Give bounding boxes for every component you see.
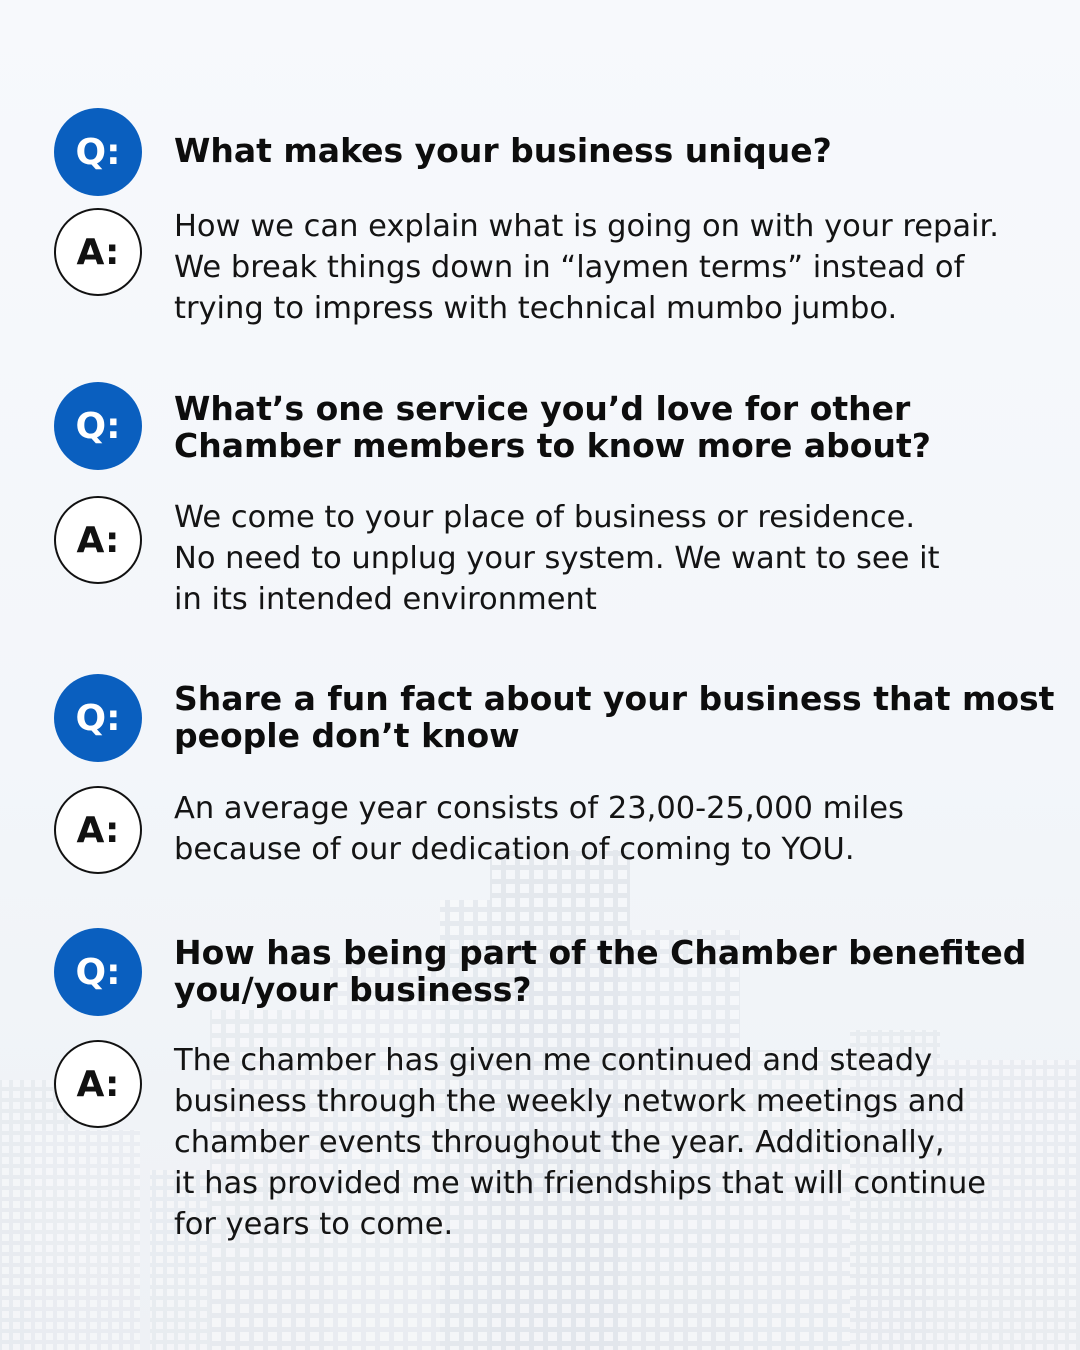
answer-badge: A: <box>54 786 142 874</box>
answer-line: We come to your place of business or residence. <box>174 500 916 535</box>
answer-line: business through the weekly network meetings and <box>174 1084 966 1119</box>
question-text <box>174 132 1034 169</box>
answer-line: because of our dedication of coming to YOU. <box>174 832 855 867</box>
answer-line: The chamber has given me continued and steady <box>174 1043 933 1078</box>
question-badge: Q: <box>54 108 142 196</box>
question-badge: Q: <box>54 928 142 1016</box>
answer-line: How we can explain what is going on with your repair. <box>174 209 999 244</box>
answer-line: it has provided me with friendships that will continue <box>174 1166 987 1201</box>
question-badge: Q: <box>54 382 142 470</box>
question-line: Share a fun fact about your business that most <box>174 679 1055 718</box>
answer-line: for years to come. <box>174 1207 454 1242</box>
question-text <box>174 934 1034 1008</box>
question-line: What makes your business unique? <box>174 131 832 170</box>
answer-line: An average year consists of 23,00-25,000 miles <box>174 791 904 826</box>
question-badge: Q: <box>54 674 142 762</box>
question-text <box>174 390 1034 464</box>
question-line: you/your business? <box>174 970 532 1009</box>
question-line: How has being part of the Chamber benefited <box>174 933 1027 972</box>
answer-line: We break things down in “laymen terms” instead of <box>174 250 965 285</box>
answer-text <box>174 497 1034 620</box>
question-line: What’s one service you’d love for other <box>174 389 911 428</box>
answer-line: trying to impress with technical mumbo jumbo. <box>174 291 898 326</box>
question-text <box>174 679 1055 755</box>
answer-line: chamber events throughout the year. Additionally, <box>174 1125 945 1160</box>
answer-line: No need to unplug your system. We want to see it <box>174 541 940 576</box>
question-line: Chamber members to know more about? <box>174 426 931 465</box>
question-line: people don’t know <box>174 716 520 755</box>
answer-badge: A: <box>54 208 142 296</box>
answer-line: in its intended environment <box>174 582 597 617</box>
answer-text <box>174 788 1034 870</box>
answer-text <box>174 206 1034 329</box>
answer-badge: A: <box>54 1040 142 1128</box>
answer-text <box>174 1040 1034 1245</box>
answer-badge: A: <box>54 496 142 584</box>
